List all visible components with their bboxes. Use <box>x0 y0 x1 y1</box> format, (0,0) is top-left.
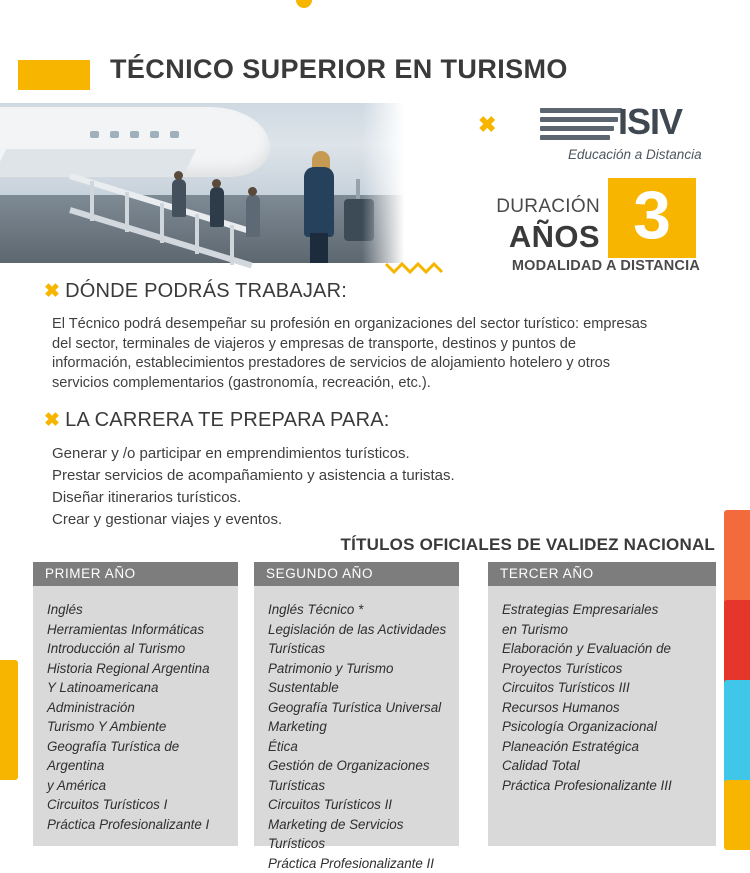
traveler-coat <box>304 167 334 237</box>
subject-item: Y Latinoamericana <box>47 678 228 698</box>
column-subjects <box>33 586 238 846</box>
subject-item: Elaboración y Evaluación de <box>502 639 706 659</box>
subject-item: Circuitos Turísticos I <box>47 795 228 815</box>
subject-item: Práctica Profesionalizante III <box>502 776 706 796</box>
subject-item: Circuitos Turísticos III <box>502 678 706 698</box>
subject-item: Proyectos Turísticos <box>502 659 706 679</box>
list-item: Crear y gestionar viajes y eventos. <box>52 509 652 531</box>
plan-column-first-year <box>33 562 238 846</box>
passenger-figure <box>210 187 224 227</box>
column-subjects <box>488 586 716 846</box>
subject-item: Legislación de las Actividades Turísticas <box>268 620 449 659</box>
subject-item: Inglés <box>47 600 228 620</box>
page-title: TÉCNICO SUPERIOR EN TURISMO <box>110 54 568 85</box>
subject-item: Turismo Y Ambiente <box>47 717 228 737</box>
section-heading-prepares <box>44 409 390 432</box>
x-bullet-icon: ✖ <box>44 281 60 302</box>
subject-item: Circuitos Turísticos II <box>268 795 449 815</box>
logo-tagline: Educación a Distancia <box>568 147 702 162</box>
duration-unit: AÑOS <box>430 219 600 255</box>
header <box>0 56 750 96</box>
subject-item: Marketing de Servicios Turísticos <box>268 815 449 854</box>
column-header: SEGUNDO AÑO <box>254 562 459 586</box>
subject-item: en Turismo <box>502 620 706 640</box>
subject-item: Administración <box>47 698 228 718</box>
passenger-head <box>212 179 221 188</box>
passenger-head <box>174 171 183 180</box>
top-dot-decoration <box>296 0 312 8</box>
list-item: Diseñar itinerarios turísticos. <box>52 487 652 509</box>
subject-item: Introducción al Turismo <box>47 639 228 659</box>
x-mark-icon: ✖ <box>478 112 496 138</box>
deco-bar-yellow <box>724 780 750 850</box>
deco-bar-orange <box>724 510 750 605</box>
subject-item: y América <box>47 776 228 796</box>
section-heading-work-label: DÓNDE PODRÁS TRABAJAR: <box>65 280 347 302</box>
subject-item: Estrategias Empresariales <box>502 600 706 620</box>
column-subjects <box>254 586 459 846</box>
subject-item: Geografía Turística de Argentina <box>47 737 228 776</box>
subject-item: Calidad Total <box>502 756 706 776</box>
logo-wordmark: ISIV <box>618 101 682 143</box>
column-header: PRIMER AÑO <box>33 562 238 586</box>
subject-item: Psicología Organizacional <box>502 717 706 737</box>
list-item: Generar y /o participar en emprendimientos turísticos. <box>52 443 652 465</box>
subject-item: Planeación Estratégica <box>502 737 706 757</box>
header-accent-block <box>18 60 90 90</box>
modality-label: MODALIDAD A DISTANCIA <box>400 258 700 274</box>
work-paragraph: El Técnico podrá desempeñar su profesión en organizaciones del sector turístico: empresas del sector, terminales de viajeros y empresas de transporte, destinos y puntos de información, establecimientos prestadores de servicios de alojamiento hotelero y otros servicios complementarios (gastronomía, recreación, etc.). <box>52 315 652 393</box>
prepares-list <box>52 443 652 531</box>
isiv-logo <box>540 105 715 167</box>
column-header: TERCER AÑO <box>488 562 716 586</box>
list-item: Prestar servicios de acompañamiento y asistencia a turistas. <box>52 465 652 487</box>
airplane-wing <box>0 149 196 175</box>
subject-item: Ética <box>268 737 449 757</box>
subject-item: Recursos Humanos <box>502 698 706 718</box>
subject-item: Herramientas Informáticas <box>47 620 228 640</box>
left-decoration-bar <box>0 660 18 780</box>
plan-column-third-year <box>488 562 716 846</box>
plan-column-second-year <box>254 562 459 846</box>
subject-item: Patrimonio y Turismo Sustentable <box>268 659 449 698</box>
subject-item: Geografía Turística Universal <box>268 698 449 718</box>
traveler-legs <box>310 233 328 263</box>
passenger-head <box>248 187 257 196</box>
subject-item: Marketing <box>268 717 449 737</box>
subject-item: Gestión de Organizaciones Turísticas <box>268 756 449 795</box>
duration-box <box>608 178 696 258</box>
x-bullet-icon: ✖ <box>44 410 60 431</box>
titles-banner: TÍTULOS OFICIALES DE VALIDEZ NACIONAL <box>340 535 715 555</box>
section-heading-prepares-label: LA CARRERA TE PREPARA PARA: <box>65 409 389 431</box>
duration-number: 3 <box>608 172 696 258</box>
subject-item: Inglés Técnico * <box>268 600 449 620</box>
right-decoration-group <box>710 480 750 845</box>
section-heading-work <box>44 280 347 303</box>
subject-item: Práctica Profesionalizante I <box>47 815 228 835</box>
passenger-figure <box>246 195 260 237</box>
boarding-stairs <box>70 173 260 263</box>
subject-item: Historia Regional Argentina <box>47 659 228 679</box>
photo-fade-overlay <box>362 103 408 263</box>
passenger-figure <box>172 179 186 217</box>
traveler-figure <box>300 147 342 263</box>
duration-label: DURACIÓN <box>470 196 600 218</box>
logo-stripes-icon <box>540 108 622 148</box>
subject-item: Práctica Profesionalizante II <box>268 854 449 873</box>
hero-photo <box>0 103 408 263</box>
